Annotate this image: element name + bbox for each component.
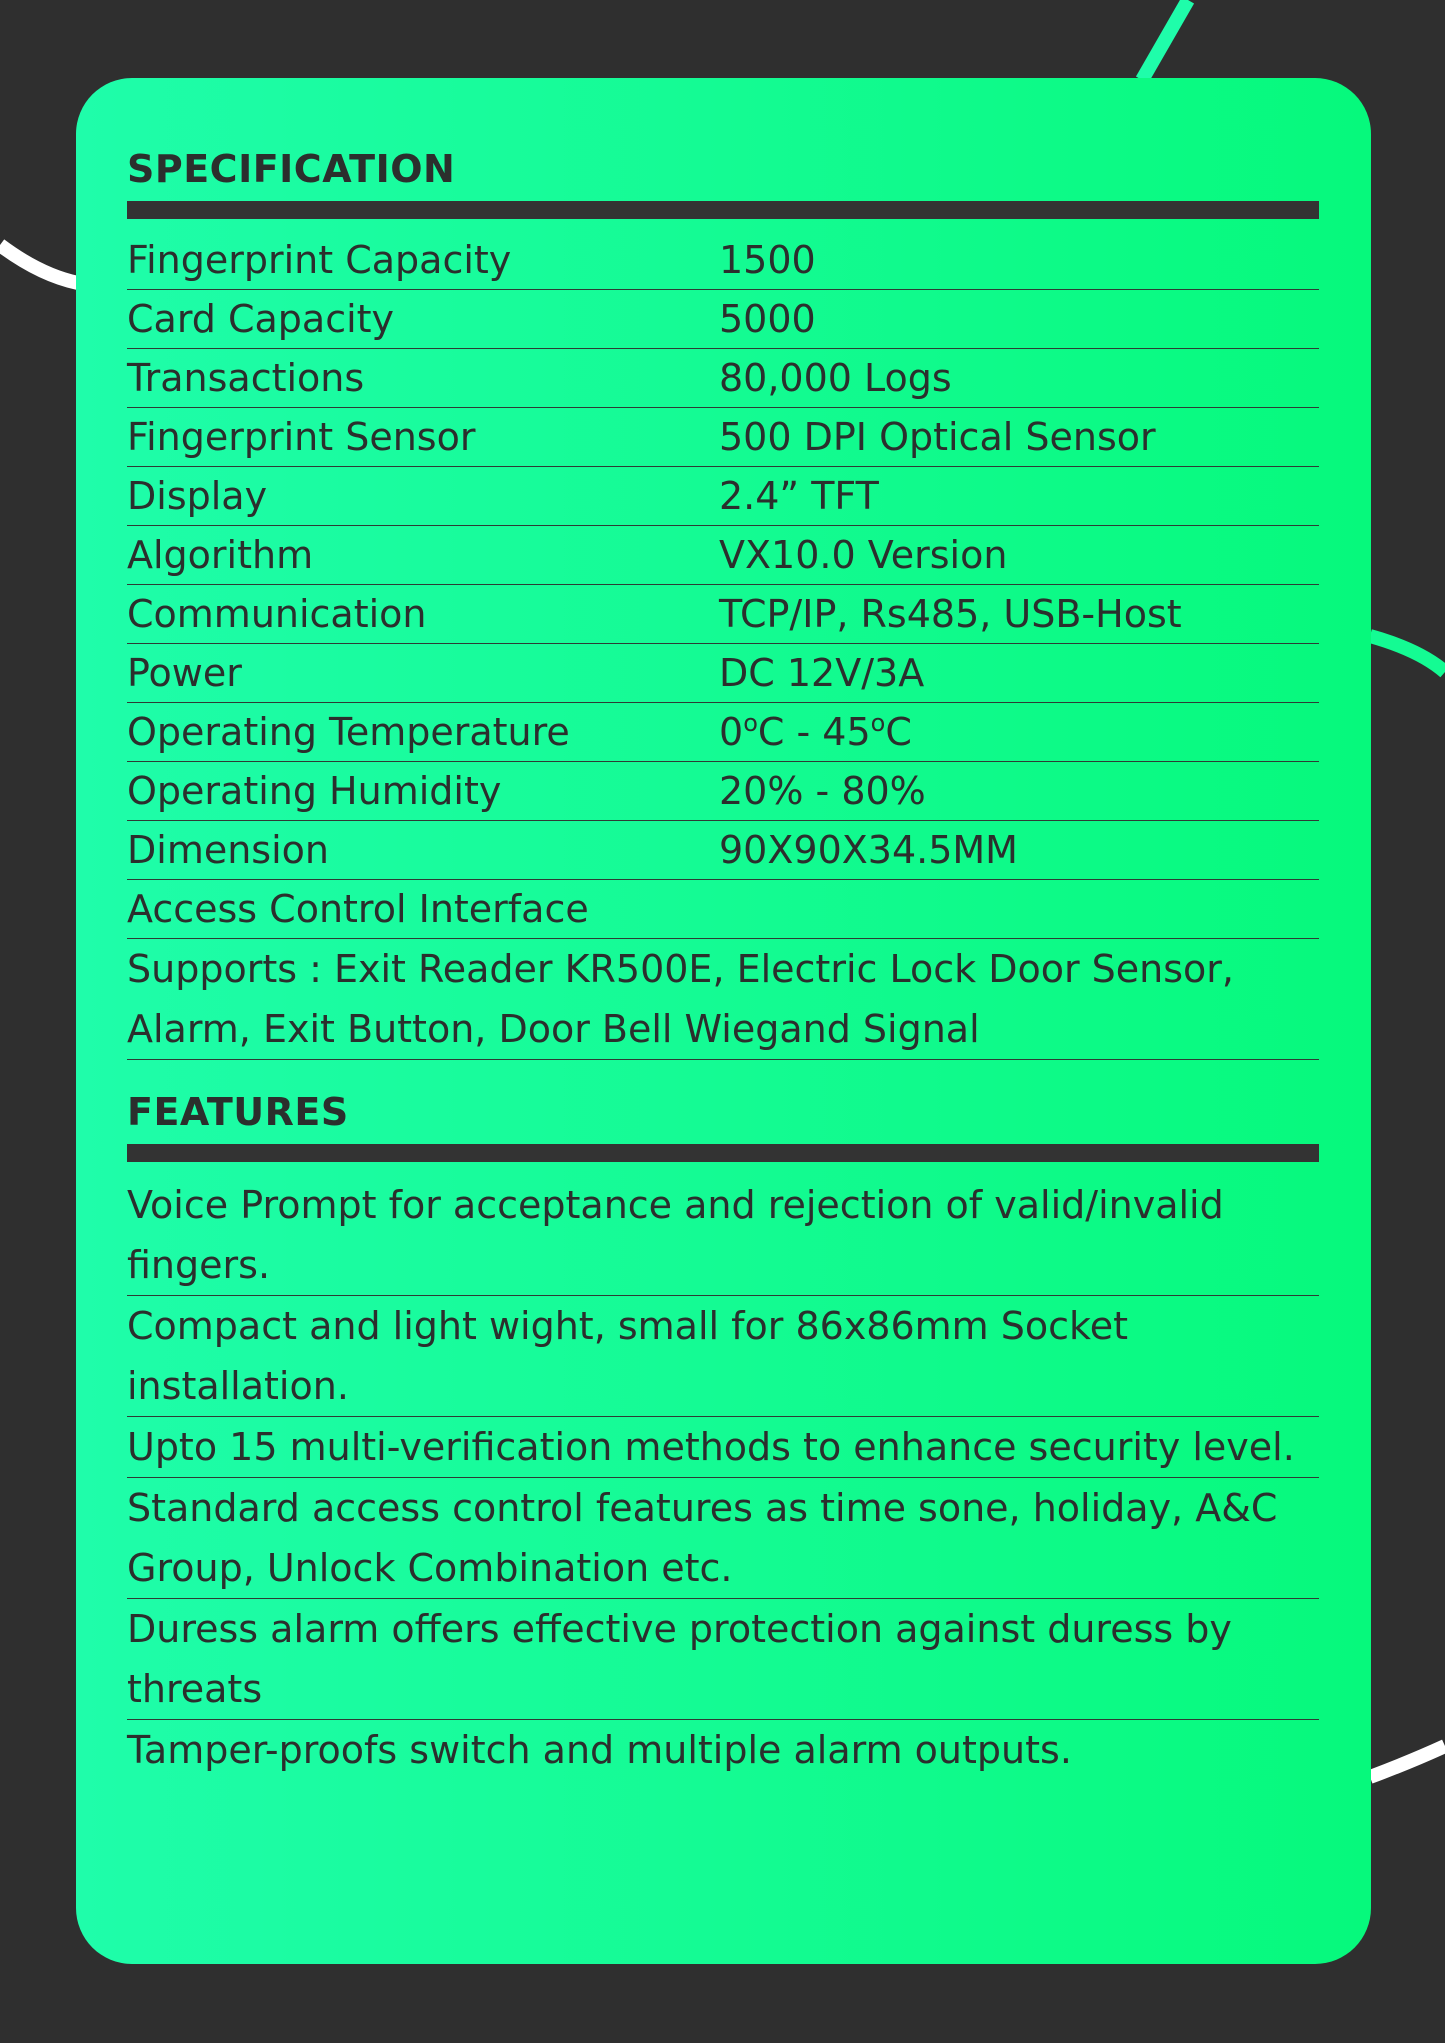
spec-value-temperature xyxy=(719,703,1319,762)
features-title-bar xyxy=(127,1144,1319,1162)
spec-value: TCP/IP, Rs485, USB-Host xyxy=(719,585,1319,644)
spec-row-fingerprint-sensor xyxy=(127,408,1319,467)
feature-item: Duress alarm offers effective protection against duress by threats xyxy=(127,1599,1319,1720)
section-gap xyxy=(127,1060,1319,1089)
spec-label: Operating Temperature xyxy=(127,703,719,762)
deco-arc-right-mid xyxy=(1370,636,1445,672)
spec-row-access-control-interface xyxy=(127,880,1319,939)
spec-value: DC 12V/3A xyxy=(719,644,1319,703)
feature-item: Standard access control features as time sone, holiday, A&C Group, Unlock Combination etc. xyxy=(127,1478,1319,1599)
specification-table xyxy=(127,231,1319,939)
temp-low: 0 xyxy=(719,710,744,754)
spec-label: Operating Humidity xyxy=(127,762,719,821)
degree-symbol: o xyxy=(870,709,886,737)
supports-text: Supports : Exit Reader KR500E, Electric Lock Door Sensor, Alarm, Exit Button, Door Bell Wiegand Signal xyxy=(127,939,1319,1060)
spec-value: 5000 xyxy=(719,290,1319,349)
spec-label: Dimension xyxy=(127,821,719,880)
spec-label: Transactions xyxy=(127,349,719,408)
spec-row-display xyxy=(127,467,1319,526)
spec-row-communication xyxy=(127,585,1319,644)
feature-item: Upto 15 multi-verification methods to enhance security level. xyxy=(127,1417,1319,1478)
spec-row-fingerprint-capacity xyxy=(127,231,1319,290)
spec-label: Fingerprint Capacity xyxy=(127,231,719,290)
spec-label: Display xyxy=(127,467,719,526)
spec-row-operating-temperature xyxy=(127,703,1319,762)
spec-value: 80,000 Logs xyxy=(719,349,1319,408)
degree-symbol: o xyxy=(743,709,758,737)
spec-row-card-capacity xyxy=(127,290,1319,349)
spec-row-power xyxy=(127,644,1319,703)
temp-high: 45 xyxy=(822,710,871,754)
spec-value: 500 DPI Optical Sensor xyxy=(719,408,1319,467)
temp-unit-low: C xyxy=(757,710,785,754)
deco-arc-top-right xyxy=(1142,0,1188,80)
spec-row-operating-humidity xyxy=(127,762,1319,821)
feature-item: Compact and light wight, small for 86x86mm Socket installation. xyxy=(127,1296,1319,1417)
feature-item: Voice Prompt for acceptance and rejection of valid/invalid fingers. xyxy=(127,1175,1319,1296)
spec-value: 90X90X34.5MM xyxy=(719,821,1319,880)
spec-row-dimension xyxy=(127,821,1319,880)
spec-label: Card Capacity xyxy=(127,290,719,349)
spec-label: Fingerprint Sensor xyxy=(127,408,719,467)
spec-value: 20% - 80% xyxy=(719,762,1319,821)
features-title: FEATURES xyxy=(127,1090,349,1134)
interface-label: Access Control Interface xyxy=(127,880,1319,939)
feature-item: Tamper-proofs switch and multiple alarm outputs. xyxy=(127,1728,1072,1772)
spec-value: 2.4” TFT xyxy=(719,467,1319,526)
specification-title: SPECIFICATION xyxy=(127,147,456,191)
spec-row-transactions xyxy=(127,349,1319,408)
features-list xyxy=(127,1175,1319,1780)
specification-title-bar xyxy=(127,201,1319,219)
spec-label: Algorithm xyxy=(127,526,719,585)
temp-separator: - xyxy=(784,710,823,754)
spec-label: Communication xyxy=(127,585,719,644)
spec-card xyxy=(76,78,1371,1964)
spec-label: Power xyxy=(127,644,719,703)
temp-unit-high: C xyxy=(885,710,912,754)
deco-arc-left xyxy=(0,245,78,283)
spec-value: VX10.0 Version xyxy=(719,526,1319,585)
spec-row-algorithm xyxy=(127,526,1319,585)
deco-arc-right-low xyxy=(1370,1746,1445,1777)
spec-value: 1500 xyxy=(719,231,1319,290)
